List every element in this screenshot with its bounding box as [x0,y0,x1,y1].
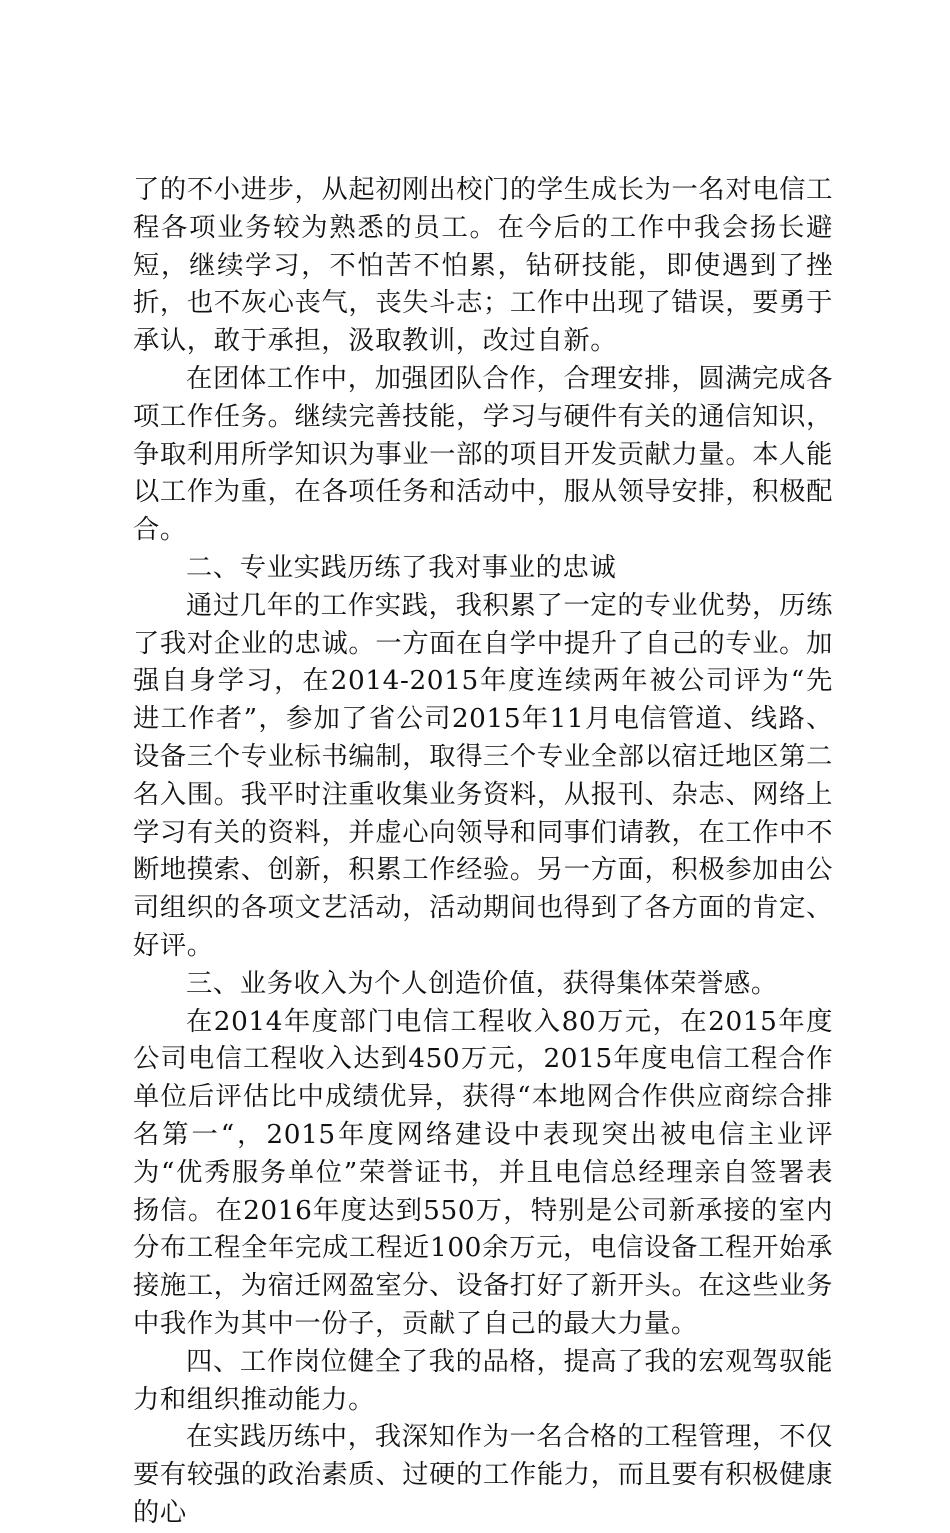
paragraph-teamwork: 在团体工作中，加强团队合作，合理安排，圆满完成各项工作任务。继续完善技能，学习与硬件有关的通信知识，争取利用所学知识为事业一部的项目开发贡献力量。本人能以工作为重，在各项任务和活动中，服从领导安排，积极配合。 [133,363,833,546]
paragraph-business-income: 在2014年度部门电信工程收入80万元，在2015年度公司电信工程收入达到450万元，2015年度电信工程合作单位后评估比中成绩优异，获得“本地网合作供应商综合排名第一“，2015年度网络建设中表现突出被电信主业评为“优秀服务单位”荣誉证书，并且电信总经理亲自签署表扬信。在2016年度达到550万，特别是公司新承接的室内分布工程全年完成工程近100余万元，电信设备工程开始承接施工，为宿迁网盈室分、设备打好了新开头。在这些业务中我作为其中一份子，贡献了自己的最大力量。 [133,1006,833,1339]
paragraph-practice-training: 在实践历练中，我深知作为一名合格的工程管理，不仅要有较强的政治素质、过硬的工作能力，而且要有积极健康的心 [133,1422,833,1528]
section-heading-4: 四、工作岗位健全了我的品格，提高了我的宏观驾驭能力和组织推动能力。 [133,1346,833,1415]
paragraph-professional-practice: 通过几年的工作实践，我积累了一定的专业优势，历练了我对企业的忠诚。一方面在自学中提升了自己的专业。加强自身学习，在2014-2015年度连续两年被公司评为“先进工作者”，参加了省公司2015年11月电信管道、线路、设备三个专业标书编制，取得三个专业全部以宿迁地区第二名入围。我平时注重收集业务资料，从报刊、杂志、网络上学习有关的资料，并虚心向领导和同事们请教，在工作中不断地摸索、创新，积累工作经验。另一方面，积极参加由公司组织的各项文艺活动，活动期间也得到了各方面的肯定、好评。 [133,590,833,961]
section-heading-3: 三、业务收入为个人创造价值，获得集体荣誉感。 [186,968,778,999]
paragraph-continuation: 了的不小进步，从起初刚出校门的学生成长为一名对电信工程各项业务较为熟悉的员工。在今后的工作中我会扬长避短，继续学习，不怕苦不怕累，钻研技能，即使遇到了挫折，也不灰心丧气，丧失斗志；工作中出现了错误，要勇于承认，敢于承担，汲取教训，改过自新。 [133,175,833,357]
section-heading-2: 二、专业实践历练了我对事业的忠诚 [186,552,617,583]
document-body [133,172,833,1533]
